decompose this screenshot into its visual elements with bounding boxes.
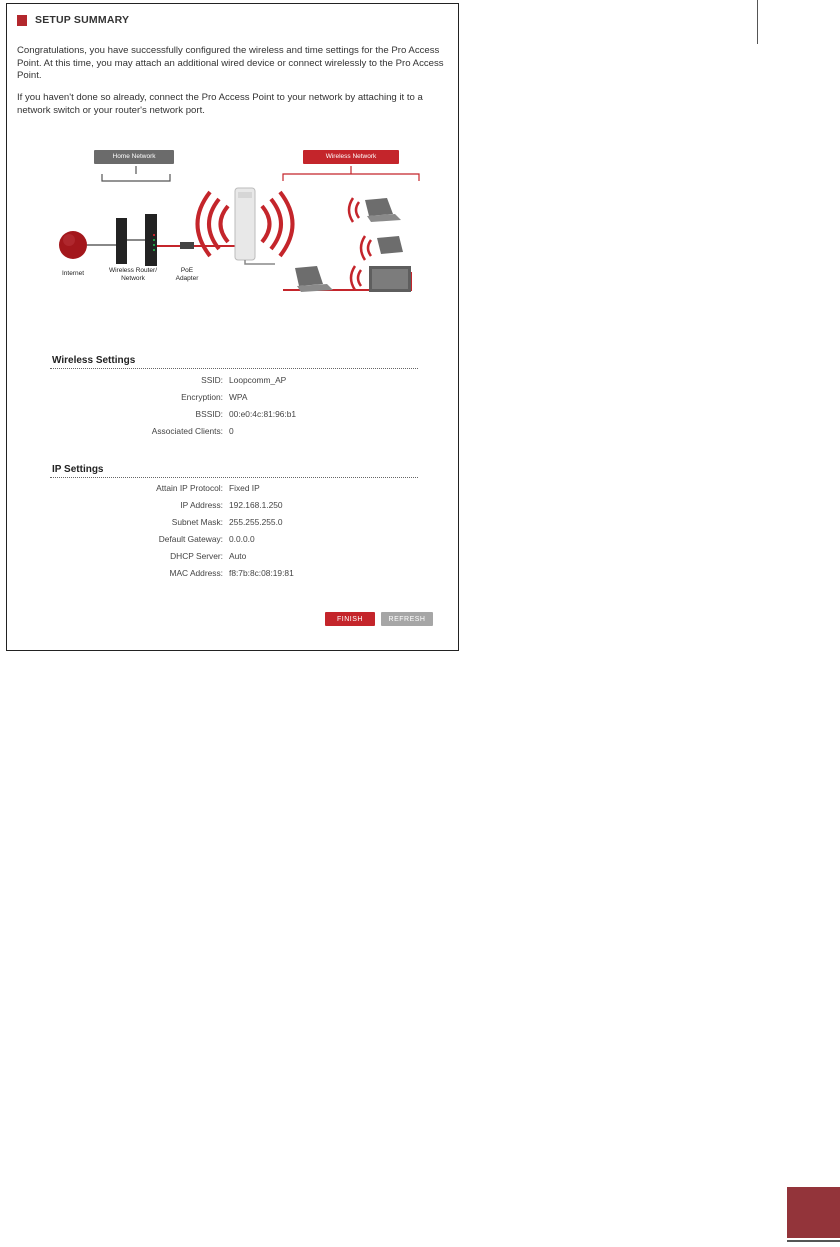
page-number-tab — [787, 1187, 840, 1238]
poe-label-line2: Adapter — [175, 275, 199, 282]
ip-row-mac — [50, 568, 450, 580]
ssid-value: Loopcomm_AP — [229, 375, 287, 385]
home-network-tag: Home Network — [112, 153, 156, 160]
wireless-settings-divider — [50, 368, 418, 369]
router-label-line1: Wireless Router/ — [108, 267, 158, 274]
panel-header — [17, 13, 129, 27]
wireless-row-encryption — [50, 392, 450, 404]
ip-row-subnet — [50, 517, 450, 529]
ip-row-dhcp — [50, 551, 450, 563]
bssid-label: BSSID: — [195, 409, 223, 419]
ip-address-value: 192.168.1.250 — [229, 500, 283, 510]
default-gateway-value: 0.0.0.0 — [229, 534, 255, 544]
wireless-row-ssid — [50, 375, 450, 387]
header-square-icon — [17, 15, 27, 26]
refresh-button[interactable]: REFRESH — [381, 612, 433, 626]
router-label — [99, 267, 167, 283]
page-title: SETUP SUMMARY — [35, 14, 130, 26]
wireless-row-clients — [50, 426, 450, 438]
poe-label-line1: PoE — [180, 267, 194, 274]
mac-address-value: f8:7b:8c:08:19:81 — [229, 568, 294, 578]
subnet-mask-value: 255.255.255.0 — [229, 517, 283, 527]
ip-address-label: IP Address: — [180, 500, 223, 510]
internet-label: Internet — [61, 270, 85, 277]
attain-ip-protocol-value: Fixed IP — [229, 483, 260, 493]
subnet-mask-label: Subnet Mask: — [171, 517, 223, 527]
ip-row-address — [50, 500, 450, 512]
dhcp-server-label: DHCP Server: — [170, 551, 223, 561]
wireless-network-tag: Wireless Network — [325, 153, 377, 160]
encryption-value: WPA — [229, 392, 248, 402]
router-label-line2: Network — [121, 275, 145, 282]
ssid-label: SSID: — [201, 375, 223, 385]
default-gateway-label: Default Gateway: — [158, 534, 223, 544]
associated-clients-value: 0 — [229, 426, 234, 436]
associated-clients-label: Associated Clients: — [151, 426, 223, 436]
dhcp-server-value: Auto — [229, 551, 247, 561]
intro-paragraph-1: Congratulations, you have successfully configured the wireless and time settings for the Pro Access Point. At this time, you may attach an additional wired device or connect wirelessly to the Pro Access Point. — [17, 45, 444, 82]
intro-paragraph-2: If you haven't done so already, connect the Pro Access Point to your network by attaching it to a network switch or your router's network port. — [17, 92, 423, 116]
bssid-value: 00:e0:4c:81:96:b1 — [229, 409, 297, 419]
ip-row-gateway — [50, 534, 450, 546]
ip-settings-divider — [50, 477, 418, 478]
wireless-settings-title: Wireless Settings — [52, 355, 136, 366]
network-diagram — [47, 144, 447, 304]
corner-rule — [757, 0, 758, 44]
setup-summary-panel — [6, 3, 459, 651]
wireless-row-bssid — [50, 409, 450, 421]
mac-address-label: MAC Address: — [169, 568, 223, 578]
attain-ip-protocol-label: Attain IP Protocol: — [156, 483, 223, 493]
poe-label — [167, 267, 207, 283]
ip-settings-title: IP Settings — [52, 464, 104, 475]
encryption-label: Encryption: — [181, 392, 223, 402]
finish-button[interactable]: FINISH — [325, 612, 375, 626]
ip-row-protocol — [50, 483, 450, 495]
page-footer-rule — [787, 1240, 840, 1242]
